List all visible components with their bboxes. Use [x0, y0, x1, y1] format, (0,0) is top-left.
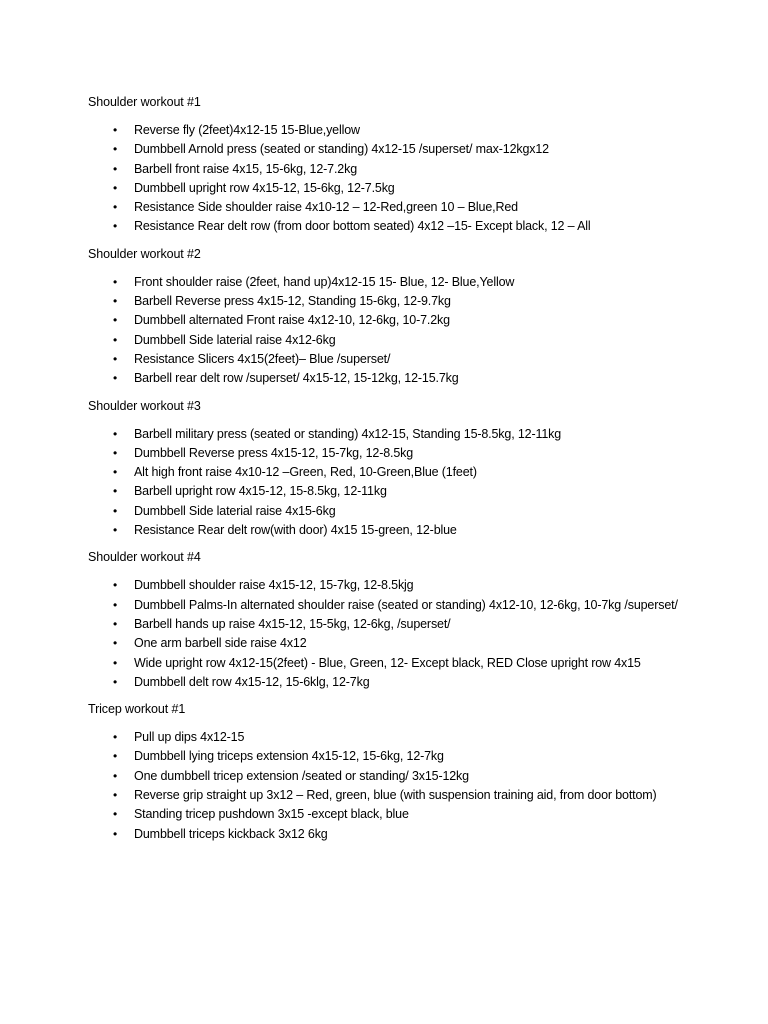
exercise-text: Pull up dips 4x12-15	[134, 730, 245, 745]
bullet-icon: •	[113, 523, 118, 538]
exercise-list	[88, 121, 748, 237]
list-item	[88, 634, 704, 653]
list-item	[88, 805, 704, 824]
exercise-text: Standing tricep pushdown 3x15 -except black, blue	[134, 807, 409, 822]
exercise-list	[88, 273, 748, 389]
list-item	[88, 825, 704, 844]
bullet-icon: •	[113, 426, 118, 441]
list-item	[88, 728, 704, 747]
bullet-icon: •	[113, 503, 118, 518]
list-item	[88, 311, 704, 330]
exercise-list	[88, 425, 748, 541]
section-shoulder-workout-4	[88, 549, 748, 692]
bullet-icon: •	[113, 578, 118, 593]
list-item	[88, 179, 704, 198]
list-item	[88, 786, 704, 805]
list-item	[88, 350, 704, 369]
list-item	[88, 369, 704, 388]
section-shoulder-workout-2	[88, 246, 748, 389]
bullet-icon: •	[113, 749, 118, 764]
exercise-text: Barbell upright row 4x15-12, 15-8.5kg, 12-11kg	[134, 484, 387, 499]
exercise-text: Dumbbell Arnold press (seated or standing) 4x12-15 /superset/ max-12kgx12	[134, 142, 549, 157]
bullet-icon: •	[113, 636, 118, 651]
bullet-icon: •	[113, 730, 118, 745]
exercise-text: Dumbbell lying triceps extension 4x15-12, 15-6kg, 12-7kg	[134, 749, 444, 764]
exercise-text: Resistance Slicers 4x15(2feet)– Blue /superset/	[134, 351, 391, 366]
list-item	[88, 747, 704, 766]
exercise-text: Dumbbell Side laterial raise 4x15-6kg	[134, 503, 336, 518]
section-shoulder-workout-3	[88, 398, 748, 541]
section-title: Shoulder workout #4	[88, 550, 201, 565]
list-item	[88, 160, 704, 179]
section-tricep-workout-1	[88, 701, 748, 844]
bullet-icon: •	[113, 465, 118, 480]
list-item	[88, 654, 704, 673]
exercise-text: Resistance Rear delt row(with door) 4x15 15-green, 12-blue	[134, 523, 457, 538]
list-item	[88, 140, 704, 159]
bullet-icon: •	[113, 768, 118, 783]
bullet-icon: •	[113, 294, 118, 309]
list-item	[88, 198, 704, 217]
exercise-text: Dumbbell Reverse press 4x15-12, 15-7kg, 12-8.5kg	[134, 445, 414, 460]
bullet-icon: •	[113, 826, 118, 841]
section-title: Shoulder workout #3	[88, 398, 201, 413]
exercise-text: Dumbbell alternated Front raise 4x12-10, 12-6kg, 10-7.2kg	[134, 313, 450, 328]
list-item	[88, 292, 704, 311]
exercise-list	[88, 728, 748, 844]
exercise-text: One dumbbell tricep extension /seated or standing/ 3x15-12kg	[134, 768, 469, 783]
list-item	[88, 444, 704, 463]
bullet-icon: •	[113, 788, 118, 803]
exercise-text: Resistance Side shoulder raise 4x10-12 – 12-Red,green 10 – Blue,Red	[134, 200, 518, 215]
exercise-text: Reverse grip straight up 3x12 – Red, green, blue (with suspension training aid, from door bottom)	[134, 788, 657, 803]
section-title: Tricep workout #1	[88, 702, 186, 717]
exercise-text: Front shoulder raise (2feet, hand up)4x12-15 15- Blue, 12- Blue,Yellow	[134, 274, 515, 289]
exercise-text: Alt high front raise 4x10-12 –Green, Red, 10-Green,Blue (1feet)	[134, 465, 477, 480]
bullet-icon: •	[113, 219, 118, 234]
bullet-icon: •	[113, 674, 118, 689]
exercise-text: One arm barbell side raise 4x12	[134, 636, 307, 651]
list-item	[88, 767, 704, 786]
exercise-text: Dumbbell upright row 4x15-12, 15-6kg, 12-7.5kg	[134, 180, 395, 195]
list-item	[88, 425, 704, 444]
list-item	[88, 273, 704, 292]
exercise-text: Reverse fly (2feet)4x12-15 15-Blue,yellow	[134, 123, 360, 137]
exercise-text: Barbell military press (seated or standing) 4x12-15, Standing 15-8.5kg, 12-11kg	[134, 426, 562, 441]
list-item	[88, 121, 704, 140]
list-item	[88, 482, 704, 501]
exercise-text: Dumbbell Side laterial raise 4x12-6kg	[134, 332, 336, 347]
bullet-icon: •	[113, 313, 118, 328]
exercise-text: Barbell rear delt row /superset/ 4x15-12, 15-12kg, 12-15.7kg	[134, 371, 459, 386]
exercise-text: Wide upright row 4x12-15(2feet) - Blue, Green, 12- Except black, RED Close upright row 4x15	[134, 655, 641, 670]
exercise-text: Resistance Rear delt row (from door bottom seated) 4x12 –15- Except black, 12 – All	[134, 219, 591, 234]
bullet-icon: •	[113, 142, 118, 157]
exercise-text: Barbell front raise 4x15, 15-6kg, 12-7.2kg	[134, 161, 357, 176]
bullet-icon: •	[113, 123, 118, 137]
section-title: Shoulder workout #2	[88, 246, 201, 261]
list-item	[88, 596, 704, 615]
exercise-list	[88, 576, 748, 692]
list-item	[88, 502, 704, 521]
exercise-text: Dumbbell shoulder raise 4x15-12, 15-7kg, 12-8.5kjg	[134, 578, 414, 593]
bullet-icon: •	[113, 597, 118, 612]
list-item	[88, 521, 704, 540]
bullet-icon: •	[113, 484, 118, 499]
exercise-text: Barbell hands up raise 4x15-12, 15-5kg, 12-6kg, /superset/	[134, 616, 451, 631]
bullet-icon: •	[113, 180, 118, 195]
bullet-icon: •	[113, 200, 118, 215]
exercise-text: Dumbbell Palms-In alternated shoulder raise (seated or standing) 4x12-10, 12-6kg, 10-7kg /superset/	[134, 597, 678, 612]
bullet-icon: •	[113, 445, 118, 460]
list-item	[88, 217, 704, 236]
list-item	[88, 331, 704, 350]
bullet-icon: •	[113, 807, 118, 822]
bullet-icon: •	[113, 274, 118, 289]
section-shoulder-workout-1	[88, 94, 748, 237]
list-item	[88, 673, 704, 692]
bullet-icon: •	[113, 161, 118, 176]
exercise-text: Dumbbell delt row 4x15-12, 15-6klg, 12-7kg	[134, 674, 370, 689]
list-item	[88, 615, 704, 634]
section-title: Shoulder workout #1	[88, 95, 201, 109]
list-item	[88, 463, 704, 482]
list-item	[88, 576, 704, 595]
bullet-icon: •	[113, 351, 118, 366]
bullet-icon: •	[113, 371, 118, 386]
bullet-icon: •	[113, 332, 118, 347]
exercise-text: Dumbbell triceps kickback 3x12 6kg	[134, 826, 328, 841]
bullet-icon: •	[113, 655, 118, 670]
exercise-text: Barbell Reverse press 4x15-12, Standing 15-6kg, 12-9.7kg	[134, 294, 451, 309]
bullet-icon: •	[113, 616, 118, 631]
